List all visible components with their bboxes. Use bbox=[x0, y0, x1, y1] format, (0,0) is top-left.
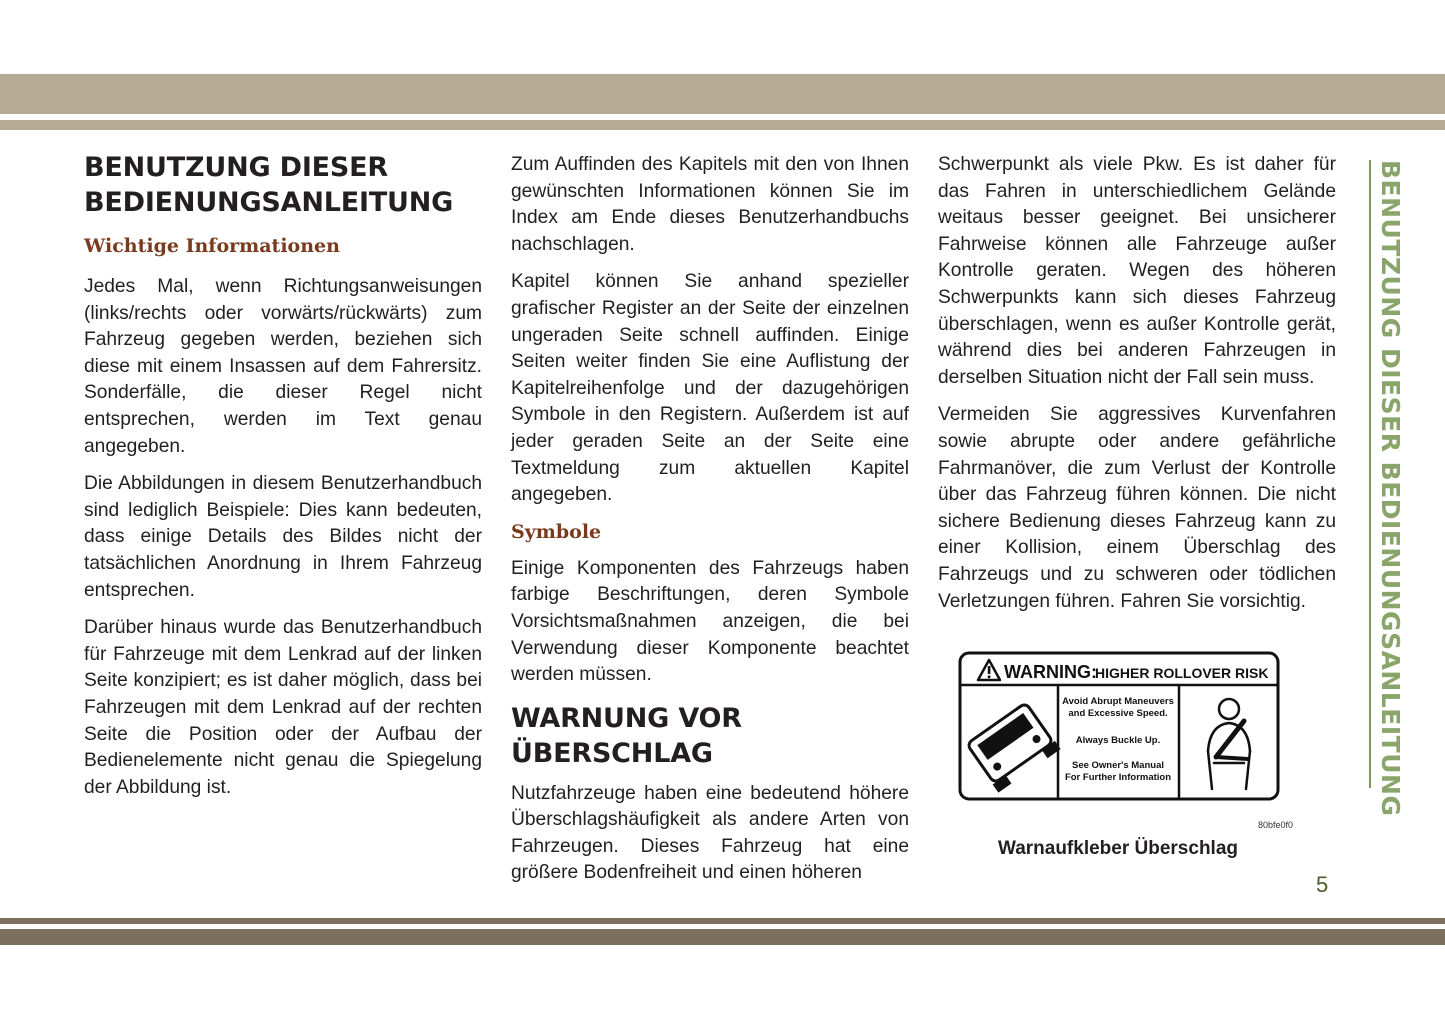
label-line: For Further Information bbox=[1064, 772, 1172, 783]
rollover-warning-label bbox=[958, 651, 1280, 801]
section-side-tab bbox=[1369, 160, 1405, 817]
subheading-symbole: Symbole bbox=[511, 520, 602, 543]
paragraph: Zum Auffinden des Kapitels mit den von Ihnen gewünschten Informationen können Sie im Index am Ende dieses Benutzerhandbuchs nachschlagen. bbox=[511, 154, 909, 255]
paragraph: Nutzfahrzeuge haben eine bedeutend höhere Überschlagshäufigkeit als andere Arten von Fahrzeugen. Dieses Fahrzeug hat eine größere Bodenfreiheit und einen höheren bbox=[511, 782, 909, 884]
label-line: See Owner's Manual bbox=[1071, 760, 1165, 771]
figure-caption: Warnaufkleber Überschlag bbox=[997, 838, 1239, 859]
column-right bbox=[938, 152, 1336, 626]
paragraph: Kapitel können Sie anhand spezieller grafischer Register an der Seite der einzelnen ungeraden Seite schnell auffinden. Einige Seiten weiter finden Sie eine Auflistung der Kapitelreihenfolge und der dazugehörigen Symbole in den Registern. Außerdem ist auf jeder geraden Seite an der Seite eine Textmeldung zum aktuellen Kapitel angegeben. bbox=[511, 271, 909, 506]
footer-band bbox=[0, 929, 1445, 945]
column-middle bbox=[511, 152, 909, 898]
label-line: Avoid Abrupt Maneuvers bbox=[1062, 696, 1174, 707]
heading-warnung: WARNUNG VOR ÜBERSCHLAG bbox=[511, 702, 742, 769]
paragraph: Die Abbildungen in diesem Benutzerhandbuch sind lediglich Beispiele: Dies kann bedeuten, dass einige Details des Bildes nicht der tatsächlichen Anordnung in Ihrem Fahrzeug entsprechen. bbox=[84, 473, 482, 601]
page-heading: BENUTZUNG DIESER BEDIENUNGSANLEITUNG bbox=[84, 152, 454, 218]
warning-subtitle: HIGHER ROLLOVER RISK bbox=[1095, 665, 1269, 681]
figure-code: 80bfe0f0 bbox=[1258, 820, 1294, 830]
paragraph: Einige Komponenten des Fahrzeugs haben farbige Beschriftungen, deren Symbole Vorsichtsmaßnahmen anzeigen, die bei Verwendung dieser Komponente beachtet werden müssen. bbox=[511, 557, 909, 686]
warning-title: WARNING: bbox=[1004, 662, 1097, 682]
paragraph: Darüber hinaus wurde das Benutzerhandbuch für Fahrzeuge mit dem Lenkrad auf der linken Seite konzipiert; es ist daher möglich, dass bei Fahrzeugen mit dem Lenkrad auf der rechten Seite die Position oder der Aufbau der Bedienelemente nicht genau die Spiegelung der Abbildung ist. bbox=[84, 617, 482, 798]
header-band bbox=[0, 74, 1445, 114]
label-line: Always Buckle Up. bbox=[1075, 735, 1161, 746]
header-rule bbox=[0, 120, 1445, 130]
paragraph: Vermeiden Sie aggressives Kurvenfahren sowie abrupte oder andere gefährliche Fahrmanöver, die zum Verlust der Kontrolle über das Fahrzeug führen können. Die nicht sichere Bedienung dieses Fahrzeug kann zu einer Kollision, einem Überschlag des Fahrzeugs und zu schweren oder tödlichen Verletzungen führen. Fahren Sie vorsichtig. bbox=[938, 404, 1336, 612]
page-number: 5 bbox=[1316, 872, 1329, 897]
footer-rule bbox=[0, 918, 1445, 924]
column-left bbox=[84, 150, 482, 812]
section-side-tab-label: BENUTZUNG DIESER BEDIENUNGSANLEITUNG bbox=[1376, 160, 1405, 817]
paragraph: Jedes Mal, wenn Richtungsanweisungen (links/rechts oder vorwärts/rückwärts) zum Fahrzeug gegeben werden, beziehen sich diese mit einem Insassen auf dem Fahrersitz. Sonderfälle, die dieser Regel nicht entsprechen, werden im Text genau angegeben. bbox=[84, 276, 482, 457]
subheading-wichtige-informationen: Wichtige Informationen bbox=[84, 235, 340, 257]
paragraph: Schwerpunkt als viele Pkw. Es ist daher für das Fahren in unterschiedlichem Gelände weitaus besser geeignet. Bei unsicherer Fahrweise können alle Fahrzeuge außer Kontrolle geraten. Wegen des höheren Schwerpunkts kann sich dieses Fahrzeug überschlagen, wenn es außer Kontrolle gerät, während dies bei anderen Fahrzeugen in derselben Situation nicht der Fall sein muss. bbox=[938, 154, 1336, 388]
label-line: and Excessive Speed. bbox=[1068, 708, 1168, 719]
